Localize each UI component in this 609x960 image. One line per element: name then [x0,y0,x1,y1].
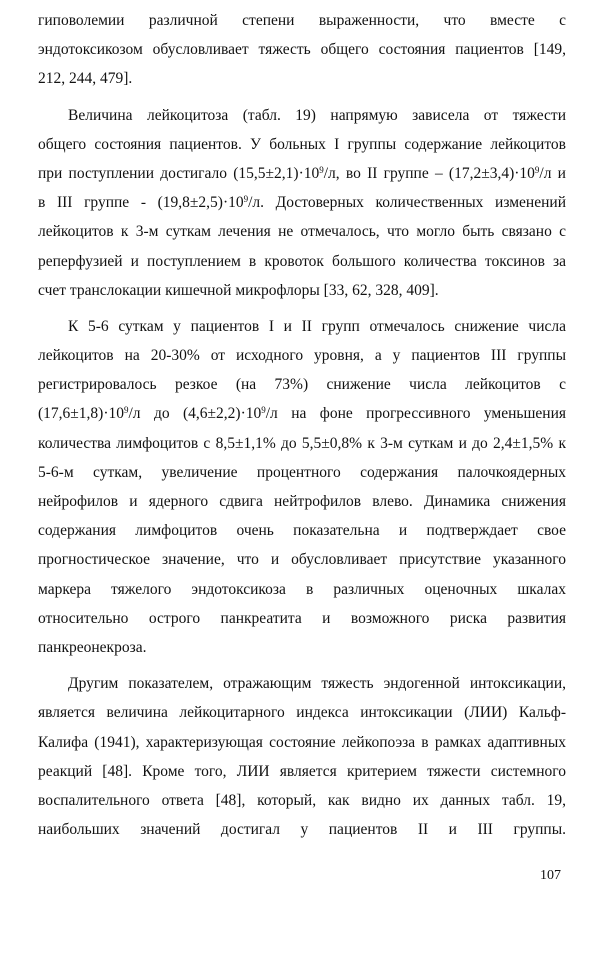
text-line: является величина лейкоцитарного индекса интоксикации (ЛИИ) Кальф- [38,704,566,722]
paragraph [38,6,566,94]
document-body [38,6,566,844]
text-line: $(17,6\pm 1,8)\cdot 10^9/л$ до $(4,6\pm 2,2)\cdot 10^9/л$ на фоне прогрессивного уменьшения [38,405,566,423]
text-line: общего состояния пациентов. У больных I группы содержание лейкоцитов [38,135,566,153]
text-line: лейкоцитов к 3-м суткам лечения не отмечалось, что могло быть связано с [38,223,566,241]
text-line: Калифа (1941), характеризующая состояние лейкопоэза в рамках адаптивных [38,733,566,751]
text-line: Другим показателем, отражающим тяжесть эндогенной интоксикации, [68,675,566,693]
paragraph-gap [38,305,566,312]
paragraph [38,101,566,305]
text-line: воспалительного ответа [48], который, как видно их данных табл. 19, [38,791,566,809]
text-line: нейрофилов и ядерного сдвига нейтрофилов влево. Динамика снижения [38,493,566,510]
text-line: Величина лейкоцитоза (табл. 19) напрямую зависела от тяжести [68,106,566,124]
text-line: прогностическое значение, что и обусловливает присутствие указанного [38,551,566,569]
page-number: 107 [540,868,561,883]
paragraph [38,669,566,844]
text-line: 212, 244, 479]. [38,70,133,88]
text-line: количества лимфоцитов с 8,5±1,1% до 5,5±0,8% к 3-м суткам и до 2,4±1,5% к [38,434,566,452]
text-line: гиповолемии различной степени выраженности, что вместе с [38,12,566,29]
text-line: регистрировалось резкое (на 73%) снижение числа лейкоцитов с [38,376,566,394]
paragraph-gap [38,94,566,101]
text-line: эндотоксикозом обусловливает тяжесть общего состояния пациентов [149, [38,41,566,59]
text-line: реперфузией и поступлением в кровоток большого количества токсинов за [38,252,566,270]
text-line: в III группе - $(19,8\pm 2,5)\cdot 10^9/л$. Достоверных количественных изменений [38,194,566,212]
text-line: 5-6-м суткам, увеличение процентного содержания палочкоядерных [38,463,566,481]
text-line: наибольших значений достигал у пациентов II и III группы. [38,821,566,839]
paragraph-gap [38,662,566,669]
text-line: К 5-6 суткам у пациентов I и II групп отмечалось снижение числа [68,317,566,335]
text-line: лейкоцитов на 20-30% от исходного уровня, а у пациентов III группы [38,347,566,365]
text-line: маркера тяжелого эндотоксикоза в различных оценочных шкалах [38,580,566,598]
text-line: панкреонекроза. [38,638,147,656]
text-line: при поступлении достигало $(15,5\pm 2,1)\cdot 10^9/л$, во II группе – $(17,2\pm 3,4)\cdot 10^9/л$ и [38,164,566,182]
text-line: относительно острого панкреатита и возможного риска развития [38,609,566,627]
paragraph [38,312,566,662]
text-line: содержания лимфоцитов очень показательна и подтверждает свое [38,522,566,540]
text-line: реакций [48]. Кроме того, ЛИИ является критерием тяжести системного [38,762,566,780]
text-line: счет транслокации кишечной микрофлоры [33, 62, 328, 409]. [38,281,439,299]
